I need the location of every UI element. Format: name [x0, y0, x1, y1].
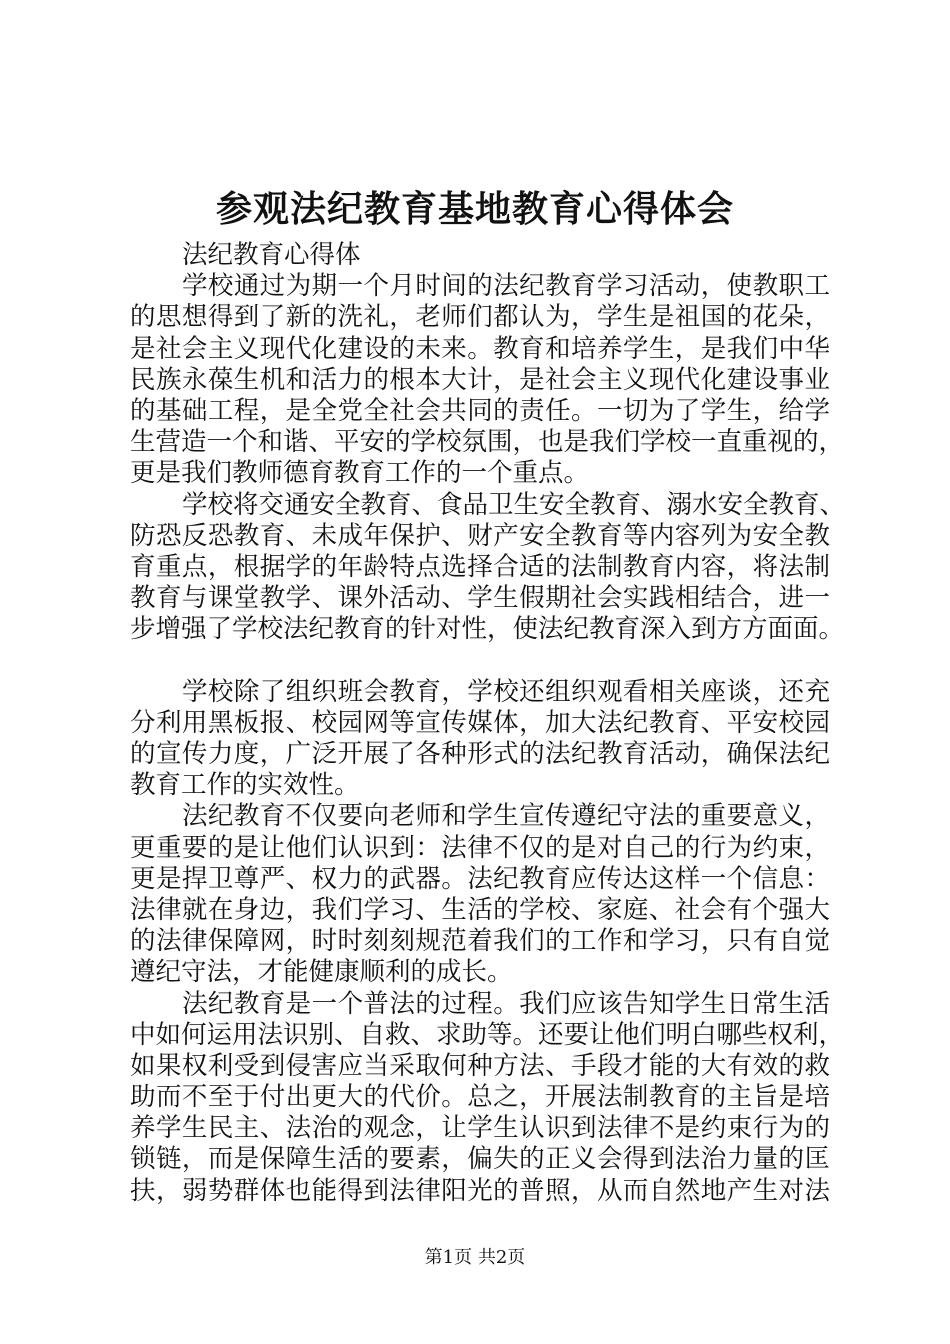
page-number-footer: 第1页 共2页: [424, 1247, 526, 1268]
text-line: 扶，弱势群体也能得到法律阳光的普照，从而自然地产生对法: [130, 1175, 830, 1206]
text-line: 的思想得到了新的洗礼，老师们都认为，学生是祖国的花朵，: [130, 302, 830, 333]
text-line: 如果权利受到侵害应当采取何种方法、手段才能的大有效的救: [130, 1050, 830, 1081]
text-line: 是社会主义现代化建设的未来。教育和培养学生，是我们中华: [130, 333, 830, 364]
text-line: 育重点，根据学的年龄特点选择合适的法制教育内容，将法制: [130, 551, 830, 582]
text-line: 教育工作的实效性。: [130, 770, 360, 801]
text-line: 更是捍卫尊严、权力的武器。法纪教育应传达这样一个信息：: [130, 863, 830, 894]
text-line: 的法律保障网，时时刻刻规范着我们的工作和学习，只有自觉: [130, 926, 830, 957]
text-line: 锁链，而是保障生活的要素，偏失的正义会得到法治力量的匡: [130, 1144, 830, 1175]
text-line: 学校将交通安全教育、食品卫生安全教育、溺水安全教育、: [182, 489, 846, 520]
text-line: 更是我们教师德育教育工作的一个重点。: [130, 458, 590, 489]
text-line: 的基础工程，是全党全社会共同的责任。一切为了学生，给学: [130, 395, 830, 426]
text-line: 分利用黑板报、校园网等宣传媒体，加大法纪教育、平安校园: [130, 707, 830, 738]
text-line: 养学生民主、法治的观念，让学生认识到法律不是约束行为的: [130, 1113, 830, 1144]
document-body: [130, 240, 846, 1207]
paragraph-spacer: [130, 645, 830, 676]
text-line: 助而不至于付出更大的代价。总之，开展法制教育的主旨是培: [130, 1082, 830, 1113]
text-line: 步增强了学校法纪教育的针对性，使法纪教育深入到方方面面。: [130, 614, 845, 645]
text-line: 更重要的是让他们认识到：法律不仅的是对自己的行为约束，: [130, 832, 830, 863]
text-line: 遵纪守法，才能健康顺利的成长。: [130, 957, 513, 988]
text-line: 学校通过为期一个月时间的法纪教育学习活动，使教职工: [182, 271, 830, 302]
document-title: 参观法纪教育基地教育心得体会: [215, 188, 734, 230]
text-line: 法纪教育心得体: [182, 240, 361, 270]
text-line: 防恐反恐教育、未成年保护、财产安全教育等内容列为安全教: [130, 520, 830, 551]
text-line: 法律就在身边，我们学习、生活的学校、家庭、社会有个强大: [130, 894, 830, 925]
text-line: 法纪教育不仅要向老师和学生宣传遵纪守法的重要意义，: [182, 801, 830, 832]
text-line: 生营造一个和谐、平安的学校氛围，也是我们学校一直重视的，: [130, 427, 845, 458]
text-line: 中如何运用法识别、自救、求助等。还要让他们明白哪些权利，: [130, 1019, 845, 1050]
text-line: 的宣传力度，广泛开展了各种形式的法纪教育活动，确保法纪: [130, 739, 830, 769]
text-line: 学校除了组织班会教育，学校还组织观看相关座谈，还充: [182, 676, 830, 707]
text-line: 民族永葆生机和活力的根本大计，是社会主义现代化建设事业: [130, 364, 830, 395]
text-line: 教育与课堂教学、课外活动、学生假期社会实践相结合，进一: [130, 583, 830, 614]
text-line: 法纪教育是一个普法的过程。我们应该告知学生日常生活: [182, 988, 830, 1019]
